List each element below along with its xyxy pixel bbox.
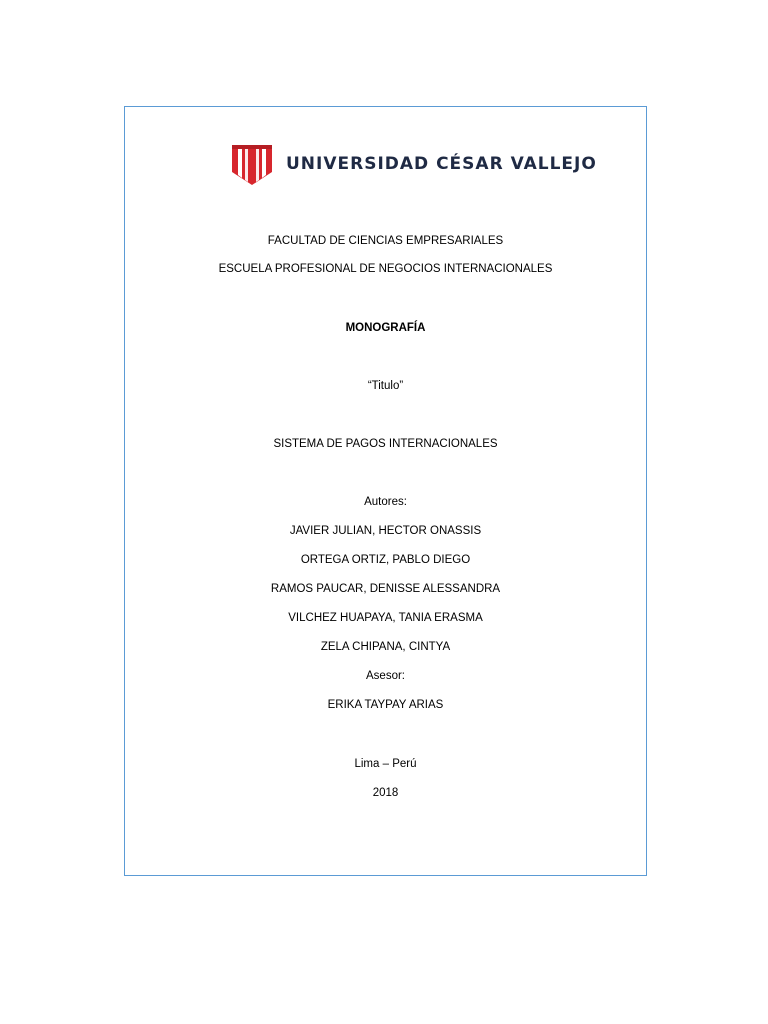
author-name: VILCHEZ HUAPAYA, TANIA ERASMA — [288, 612, 483, 624]
title-label: “Titulo” — [367, 380, 404, 392]
author-name: ZELA CHIPANA, CINTYA — [320, 641, 451, 653]
author-name: JAVIER JULIAN, HECTOR ONASSIS — [289, 525, 482, 537]
university-name: UNIVERSIDAD CÉSAR VALLEJO — [286, 154, 597, 174]
document-type: MONOGRAFÍA — [345, 322, 426, 334]
author-name: ORTEGA ORTIZ, PABLO DIEGO — [300, 554, 471, 566]
advisor-name: ERIKA TAYPAY ARIAS — [327, 699, 444, 711]
ucv-shield-icon — [230, 142, 274, 186]
authors-label: Autores: — [364, 496, 407, 508]
author-name: RAMOS PAUCAR, DENISSE ALESSANDRA — [270, 583, 501, 595]
year: 2018 — [372, 787, 399, 799]
school-name: ESCUELA PROFESIONAL DE NEGOCIOS INTERNACIONALES — [218, 263, 553, 275]
university-logo — [230, 142, 597, 186]
location: Lima – Perú — [354, 758, 417, 770]
advisor-label: Asesor: — [366, 670, 405, 682]
faculty-name: FACULTAD DE CIENCIAS EMPRESARIALES — [267, 235, 504, 247]
monograph-title: SISTEMA DE PAGOS INTERNACIONALES — [273, 438, 498, 450]
